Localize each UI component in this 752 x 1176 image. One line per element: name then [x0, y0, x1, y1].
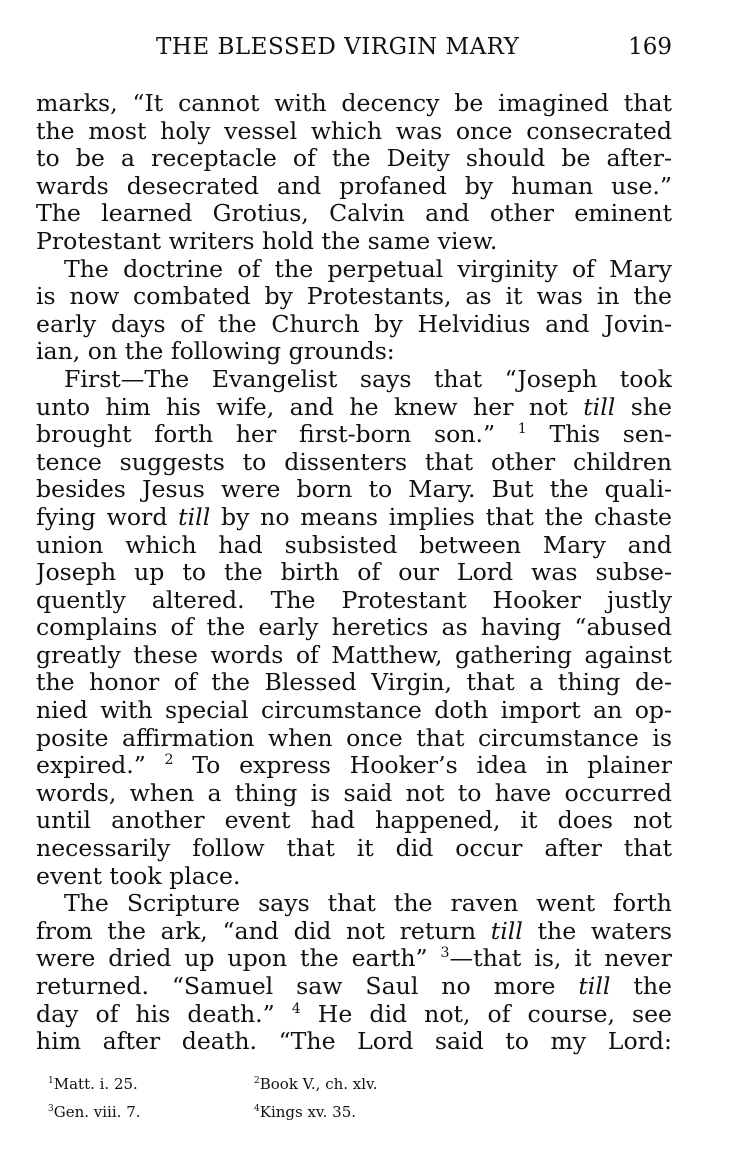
text-line: marks, “It cannot with decency be imagined that	[36, 90, 672, 117]
footnote-row	[48, 1070, 648, 1098]
text-line: The Scripture says that the raven went forth	[64, 890, 672, 918]
text-line: day of his death.” $^4$ He did not, of course, see	[36, 1000, 672, 1028]
footnotes	[48, 1070, 648, 1126]
text-line: First—The Evangelist says that “Joseph took	[64, 365, 672, 393]
text-line: The learned Grotius, Calvin and other eminent	[36, 200, 672, 228]
page-number: 169	[628, 34, 672, 60]
text-line: complains of the early heretics as having “abused	[36, 614, 672, 642]
text-line: is now combated by Protestants, as it was in the	[36, 283, 672, 311]
text-line: event took place.	[36, 862, 241, 890]
text-line: necessarily follow that it did occur after that	[36, 835, 672, 863]
text-line: words, when a thing is said not to have occurred	[36, 779, 672, 807]
text-line: the most holy vessel which was once consecrated	[36, 117, 672, 145]
text-line: ian, on the following grounds:	[36, 338, 395, 366]
text-line: union which had subsisted between Mary and	[36, 531, 672, 559]
text-line: greatly these words of Matthew, gathering against	[36, 641, 672, 669]
text-line: posite affirmation when once that circumstance is	[36, 724, 672, 752]
text-line: tence suggests to dissenters that other children	[36, 448, 672, 476]
text-line: The doctrine of the perpetual virginity of Mary	[64, 255, 672, 283]
text-line: early days of the Church by Helvidius and Jovin-	[36, 310, 672, 338]
text-line: fying word till by no means implies that the chaste	[36, 503, 672, 531]
text-line: nied with special circumstance doth import an op-	[36, 697, 672, 725]
text-line: quently altered. The Protestant Hooker justly	[36, 586, 672, 614]
page-header	[36, 34, 672, 68]
body-text	[36, 90, 672, 1056]
text-line: besides Jesus were born to Mary. But the quali-	[36, 476, 672, 504]
text-line: the honor of the Blessed Virgin, that a thing de-	[36, 669, 672, 697]
text-line: from the ark, “and did not return till the waters	[36, 917, 672, 945]
text-line: unto him his wife, and he knew her not till she	[36, 393, 672, 421]
text-line: were dried up upon the earth” $^3$—that is, it never	[36, 945, 672, 973]
text-line: until another event had happened, it does not	[36, 807, 672, 835]
running-title: THE BLESSED VIRGIN MARY	[156, 34, 520, 60]
text-line: Joseph up to the birth of our Lord was subse-	[36, 559, 672, 587]
footnote-3: $^3$Gen. viii. 7.	[48, 1103, 141, 1121]
text-line: brought forth her first-born son.” $^1$ This sen-	[36, 421, 672, 449]
footnote-1: $^1$Matt. i. 25.	[48, 1075, 138, 1093]
text-line: to be a receptacle of the Deity should be after-	[36, 145, 672, 173]
text-line: expired.” $^2$ To express Hooker’s idea in plainer	[36, 752, 672, 780]
text-line: wards desecrated and profaned by human use.”	[36, 172, 672, 200]
text-line: him after death. “The Lord said to my Lord:	[36, 1028, 672, 1056]
text-line: returned. “Samuel saw Saul no more till the	[36, 973, 672, 1000]
footnote-4: $^4$Kings xv. 35.	[254, 1103, 357, 1121]
footnote-2: $^2$Book V., ch. xlv.	[254, 1075, 378, 1093]
footnote-row	[48, 1098, 648, 1126]
text-line: Protestant writers hold the same view.	[36, 227, 498, 255]
